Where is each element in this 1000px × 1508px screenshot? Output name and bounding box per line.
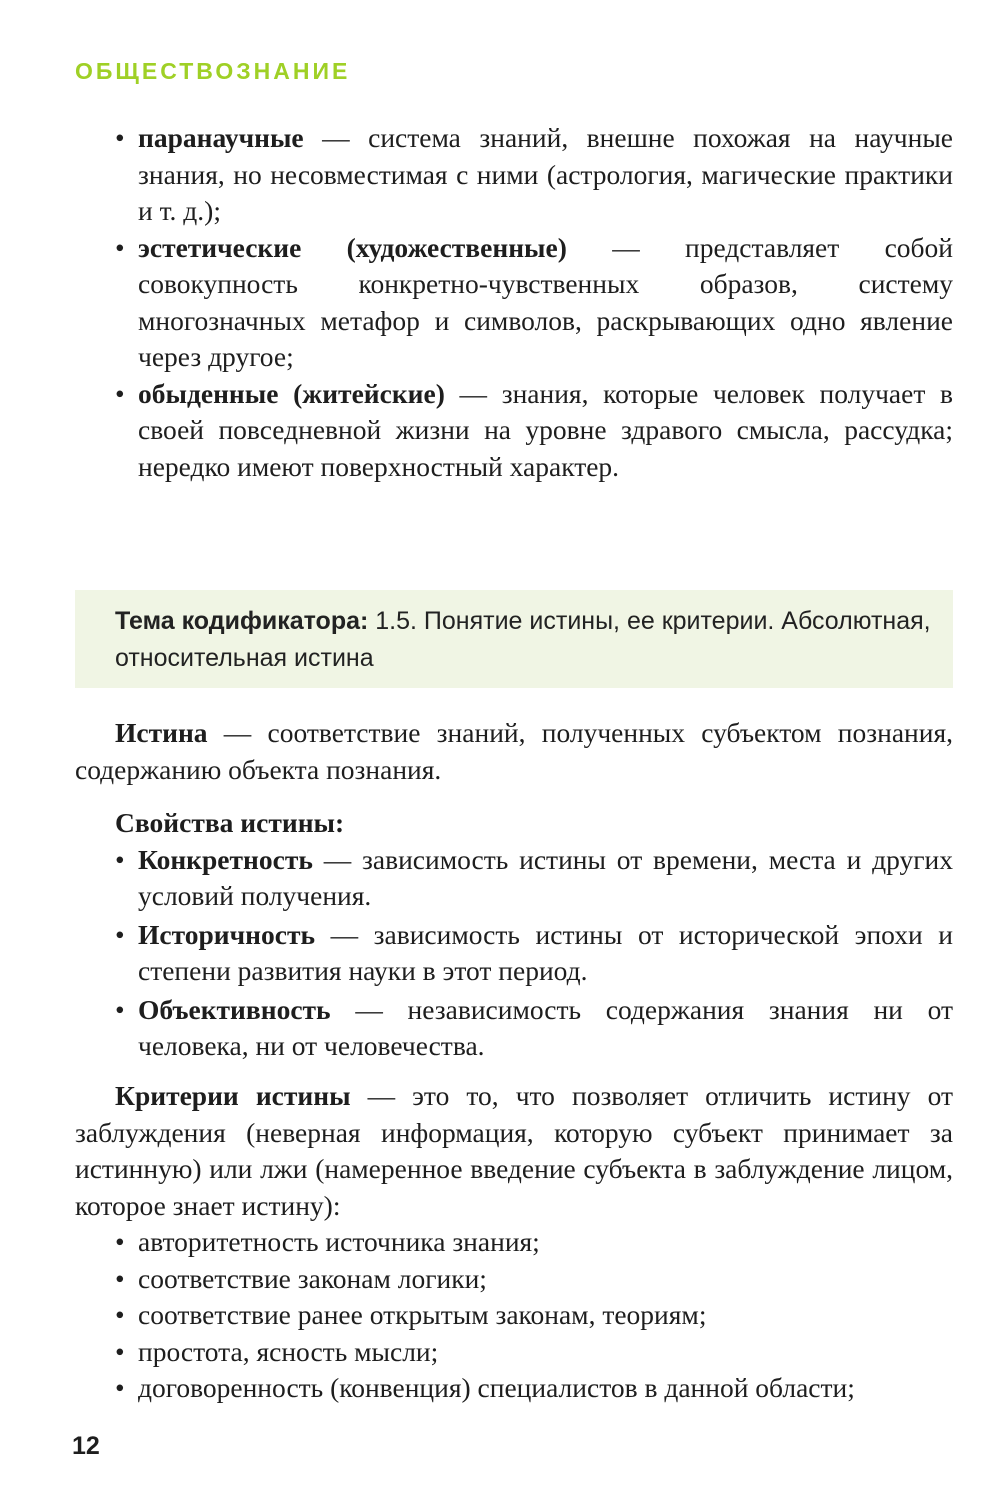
running-title: ОБЩЕСТВОЗНАНИЕ [75, 58, 351, 84]
truth-properties [75, 805, 953, 1067]
term: Объективность [138, 993, 331, 1025]
list-item: • соответствие законам логики; [75, 1261, 953, 1298]
definition: — знания, которые человек получает в своей повседневной жизни на уровне здравого смысла, рассудка; нередко имеют поверхностный характер. [138, 377, 954, 482]
term: Истина [115, 717, 208, 748]
list-item: • авторитетность источника знания; [75, 1224, 953, 1261]
definition: — независимость содержания знания ни от человека, ни от человечества. [138, 993, 953, 1061]
knowledge-types-list [75, 120, 953, 485]
term: Конкретность [138, 843, 313, 875]
definition: — зависимость истины от исторической эпохи и степени развития науки в этот период. [138, 918, 953, 986]
list-item [75, 230, 953, 376]
term: обыденные (житейские) [138, 377, 445, 409]
term: эстетические (художественные) [138, 231, 567, 263]
list-item [75, 842, 953, 915]
truth-criteria [75, 1078, 953, 1407]
definition: — представляет собой совокупность конкретно-чувственных образов, систему многозначных метафор и символов, раскрывающих одно явление через другое; [138, 231, 954, 372]
list-item [75, 376, 953, 486]
list-item: • договоренность (конвенция) специалистов в данной области; [75, 1370, 953, 1407]
list-item: • соответствие ранее открытым законам, теориям; [75, 1297, 953, 1334]
truth-definition [75, 715, 953, 788]
topic-label: Тема кодификатора: [115, 607, 369, 635]
list-item [75, 917, 953, 990]
topic-box [75, 590, 953, 688]
page-number: 12 [72, 1432, 100, 1460]
list-item: • простота, ясность мысли; [75, 1334, 953, 1371]
definition: — это то, что позволяет отличить истину от заблуждения (неверная информация, которую субъект принимает за истинную) или лжи (намеренное введение субъекта в заблуждение лицом, которое знает истину): [75, 1080, 953, 1221]
definition: — соответствие знаний, полученных субъектом познания, содержанию объекта познания. [75, 717, 953, 785]
definition: — зависимость истины от времени, места и других условий получения. [138, 843, 953, 911]
term: Историчность [138, 918, 315, 950]
topic-title: 1.5. Понятие истины, ее критерии. Абсолютная, относительная истина [115, 607, 931, 672]
term: паранаучные [138, 122, 304, 153]
term: Критерии истины [115, 1080, 351, 1111]
list-item [75, 120, 953, 230]
topic-text [115, 603, 935, 677]
properties-heading: Свойства истины: [115, 807, 345, 838]
list-item [75, 992, 953, 1065]
definition: — система знаний, внешне похожая на научные знания, но несовместимая с ними (астрология, магические практики и т. д.); [138, 122, 953, 226]
